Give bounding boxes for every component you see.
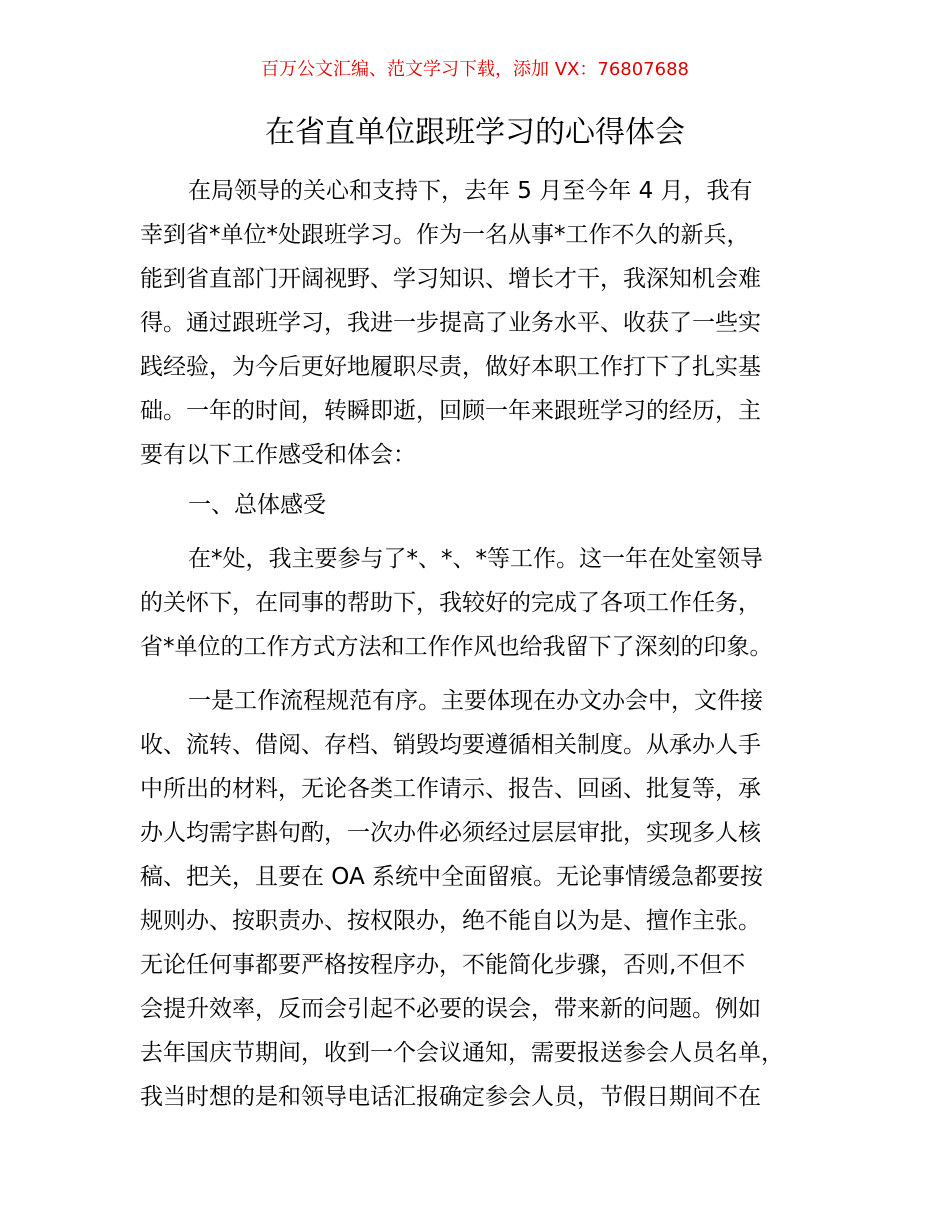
paragraph-line: 稿、把关，且要在 OA 系统中全面留痕。无论事情缓急都要按 [140,864,764,890]
paragraph-line: 在局领导的关心和支持下，去年 5 月至今年 4 月，我有 [188,178,753,204]
paragraph-line: 践经验，为今后更好地履职尽责，做好本职工作打下了扎实基 [140,354,761,380]
paragraph-line: 我当时想的是和领导电话汇报确定参会人员，节假日期间不在 [140,1084,761,1110]
paragraph-line: 在*处，我主要参与了*、*、*等工作。这一年在处室领导 [188,546,763,572]
paragraph-line: 去年国庆节期间，收到一个会议通知，需要报送参会人员名单， [140,1040,784,1066]
header-note: 百万公文汇编、范文学习下载，添加 VX：76807688 [261,59,689,80]
paragraph-line: 一是工作流程规范有序。主要体现在办文办会中，文件接 [188,688,763,714]
paragraph-line: 的关怀下，在同事的帮助下，我较好的完成了各项工作任务， [140,590,761,616]
paragraph-line: 得。通过跟班学习，我进一步提高了业务水平、收获了一些实 [140,310,761,336]
paragraph-line: 会提升效率，反而会引起不必要的误会，带来新的问题。例如 [140,996,761,1022]
paragraph-line: 要有以下工作感受和体会： [140,442,416,468]
paragraph-line: 规则办、按职责办、按权限办，绝不能自以为是、擅作主张。 [140,908,761,934]
paragraph-line: 幸到省*单位*处跟班学习。作为一名从事*工作不久的新兵， [140,222,750,248]
paragraph-line: 能到省直部门开阔视野、学习知识、增长才干，我深知机会难 [140,266,761,292]
paragraph-line: 础。一年的时间，转瞬即逝，回顾一年来跟班学习的经历，主 [140,398,761,424]
paragraph-line: 中所出的材料，无论各类工作请示、报告、回函、批复等，承 [140,776,761,802]
section-heading: 一、总体感受 [188,492,326,518]
paragraph-line: 省*单位的工作方式方法和工作作风也给我留下了深刻的印象。 [140,634,773,660]
paragraph-line: 收、流转、借阅、存档、销毁均要遵循相关制度。从承办人手 [140,732,761,758]
paragraph-line: 办人均需字斟句酌，一次办件必须经过层层审批，实现多人核 [140,820,761,846]
paragraph-line: 无论任何事都要严格按程序办，不能简化步骤，否则,不但不 [140,952,746,978]
page-title: 在省直单位跟班学习的心得体会 [265,115,685,150]
